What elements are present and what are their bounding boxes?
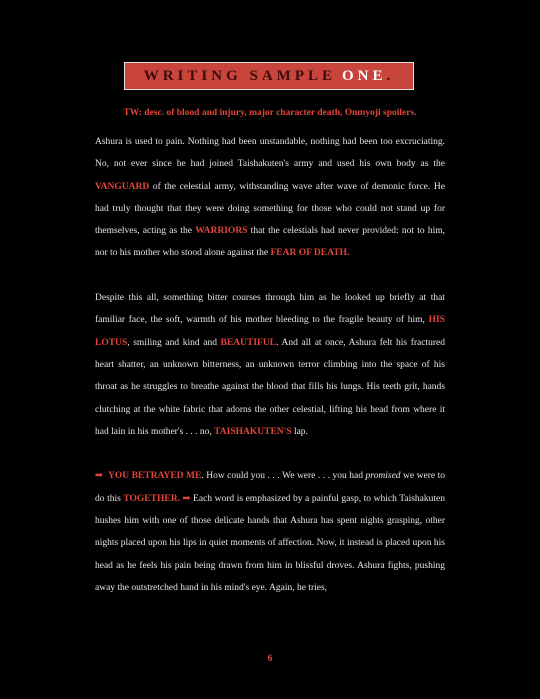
paragraph-gap [95,443,445,465]
text-run: lap. [291,426,308,437]
text-run: . [347,248,350,259]
italic-promised: promised [365,471,401,482]
emphasis-vanguard: VANGUARD [95,181,150,192]
arrow-right-icon: ➡ [95,471,103,482]
paragraph-1 [95,131,445,265]
story-body [95,131,445,599]
text-run: . And all at once, Ashura felt his fractured heart shatter, an unknown bitterness, an unknown terror climbing into the space of his throat as he struggles to breathe against the blood that fills his lungs. His teeth grit, hands clutching at the white fabric that adorns the other celestial, lifting his head from where it had lain in his mother's . . . no, [95,337,445,437]
paragraph-3 [95,465,445,599]
page-number: 6 [267,654,273,664]
text-run: . How could you . . . We were . . . you had [201,471,366,482]
title-banner [124,62,414,90]
emphasis-his-lotus: HIS LOTUS [95,315,445,348]
title-period: . [386,67,395,84]
text-run: Despite this all, something bitter courses through him as he looked up briefly at that familiar face, the soft, warmth of his mother bleeding to the fragile beauty of him, [95,293,445,326]
emphasis-taishakuten: TAISHAKUTEN'S [214,426,292,437]
text-run: of the celestial army, withstanding wave after wave of demonic force. He had truly thought that they were doing something for those who could not stand up for themselves, acting as the [95,181,445,237]
arrow-right-icon: ➡ [182,493,191,504]
trigger-warning: TW: desc. of blood and injury, major character death, Onmyoji spoilers. [123,108,417,118]
paragraph-gap [95,265,445,287]
title-part-1: WRITING SAMPLE [143,67,336,84]
text-run: that the celestials had never provided: not to him, nor to his mother who stood alone against the [95,226,446,259]
emphasis-beautiful: BEAUTIFUL [220,337,277,348]
paragraph-2 [95,287,445,443]
emphasis-together: TOGETHER [123,493,178,504]
text-run: we were to do this [95,471,445,504]
emphasis-fear-of-death: FEAR OF DEATH [270,248,347,259]
title-part-2: ONE [342,67,387,84]
emphasis-warriors: WARRIORS [195,226,248,237]
text-run: . [177,493,183,504]
text-run: , smiling and kind and [127,337,221,348]
text-run: Ashura is used to pain. Nothing had been unstandable, nothing had been too excruciating. No, not ever since he had joined Taishakuten's army and used his own body as the [95,137,445,170]
emphasis-you-betrayed-me: YOU BETRAYED ME [107,471,202,482]
text-run: Each word is emphasized by a painful gasp, to which Taishakuten hushes him with one of those delicate hands that Ashura has spent nights grasping, other nights placed upon his lips in quiet moments of affection. Now, it instead is placed upon his head as he feels his pain being drawn from him in blissful droves. Ashura fights, pushing away the outstretched hand in his mind's eye. Again, he tries, [95,493,445,593]
